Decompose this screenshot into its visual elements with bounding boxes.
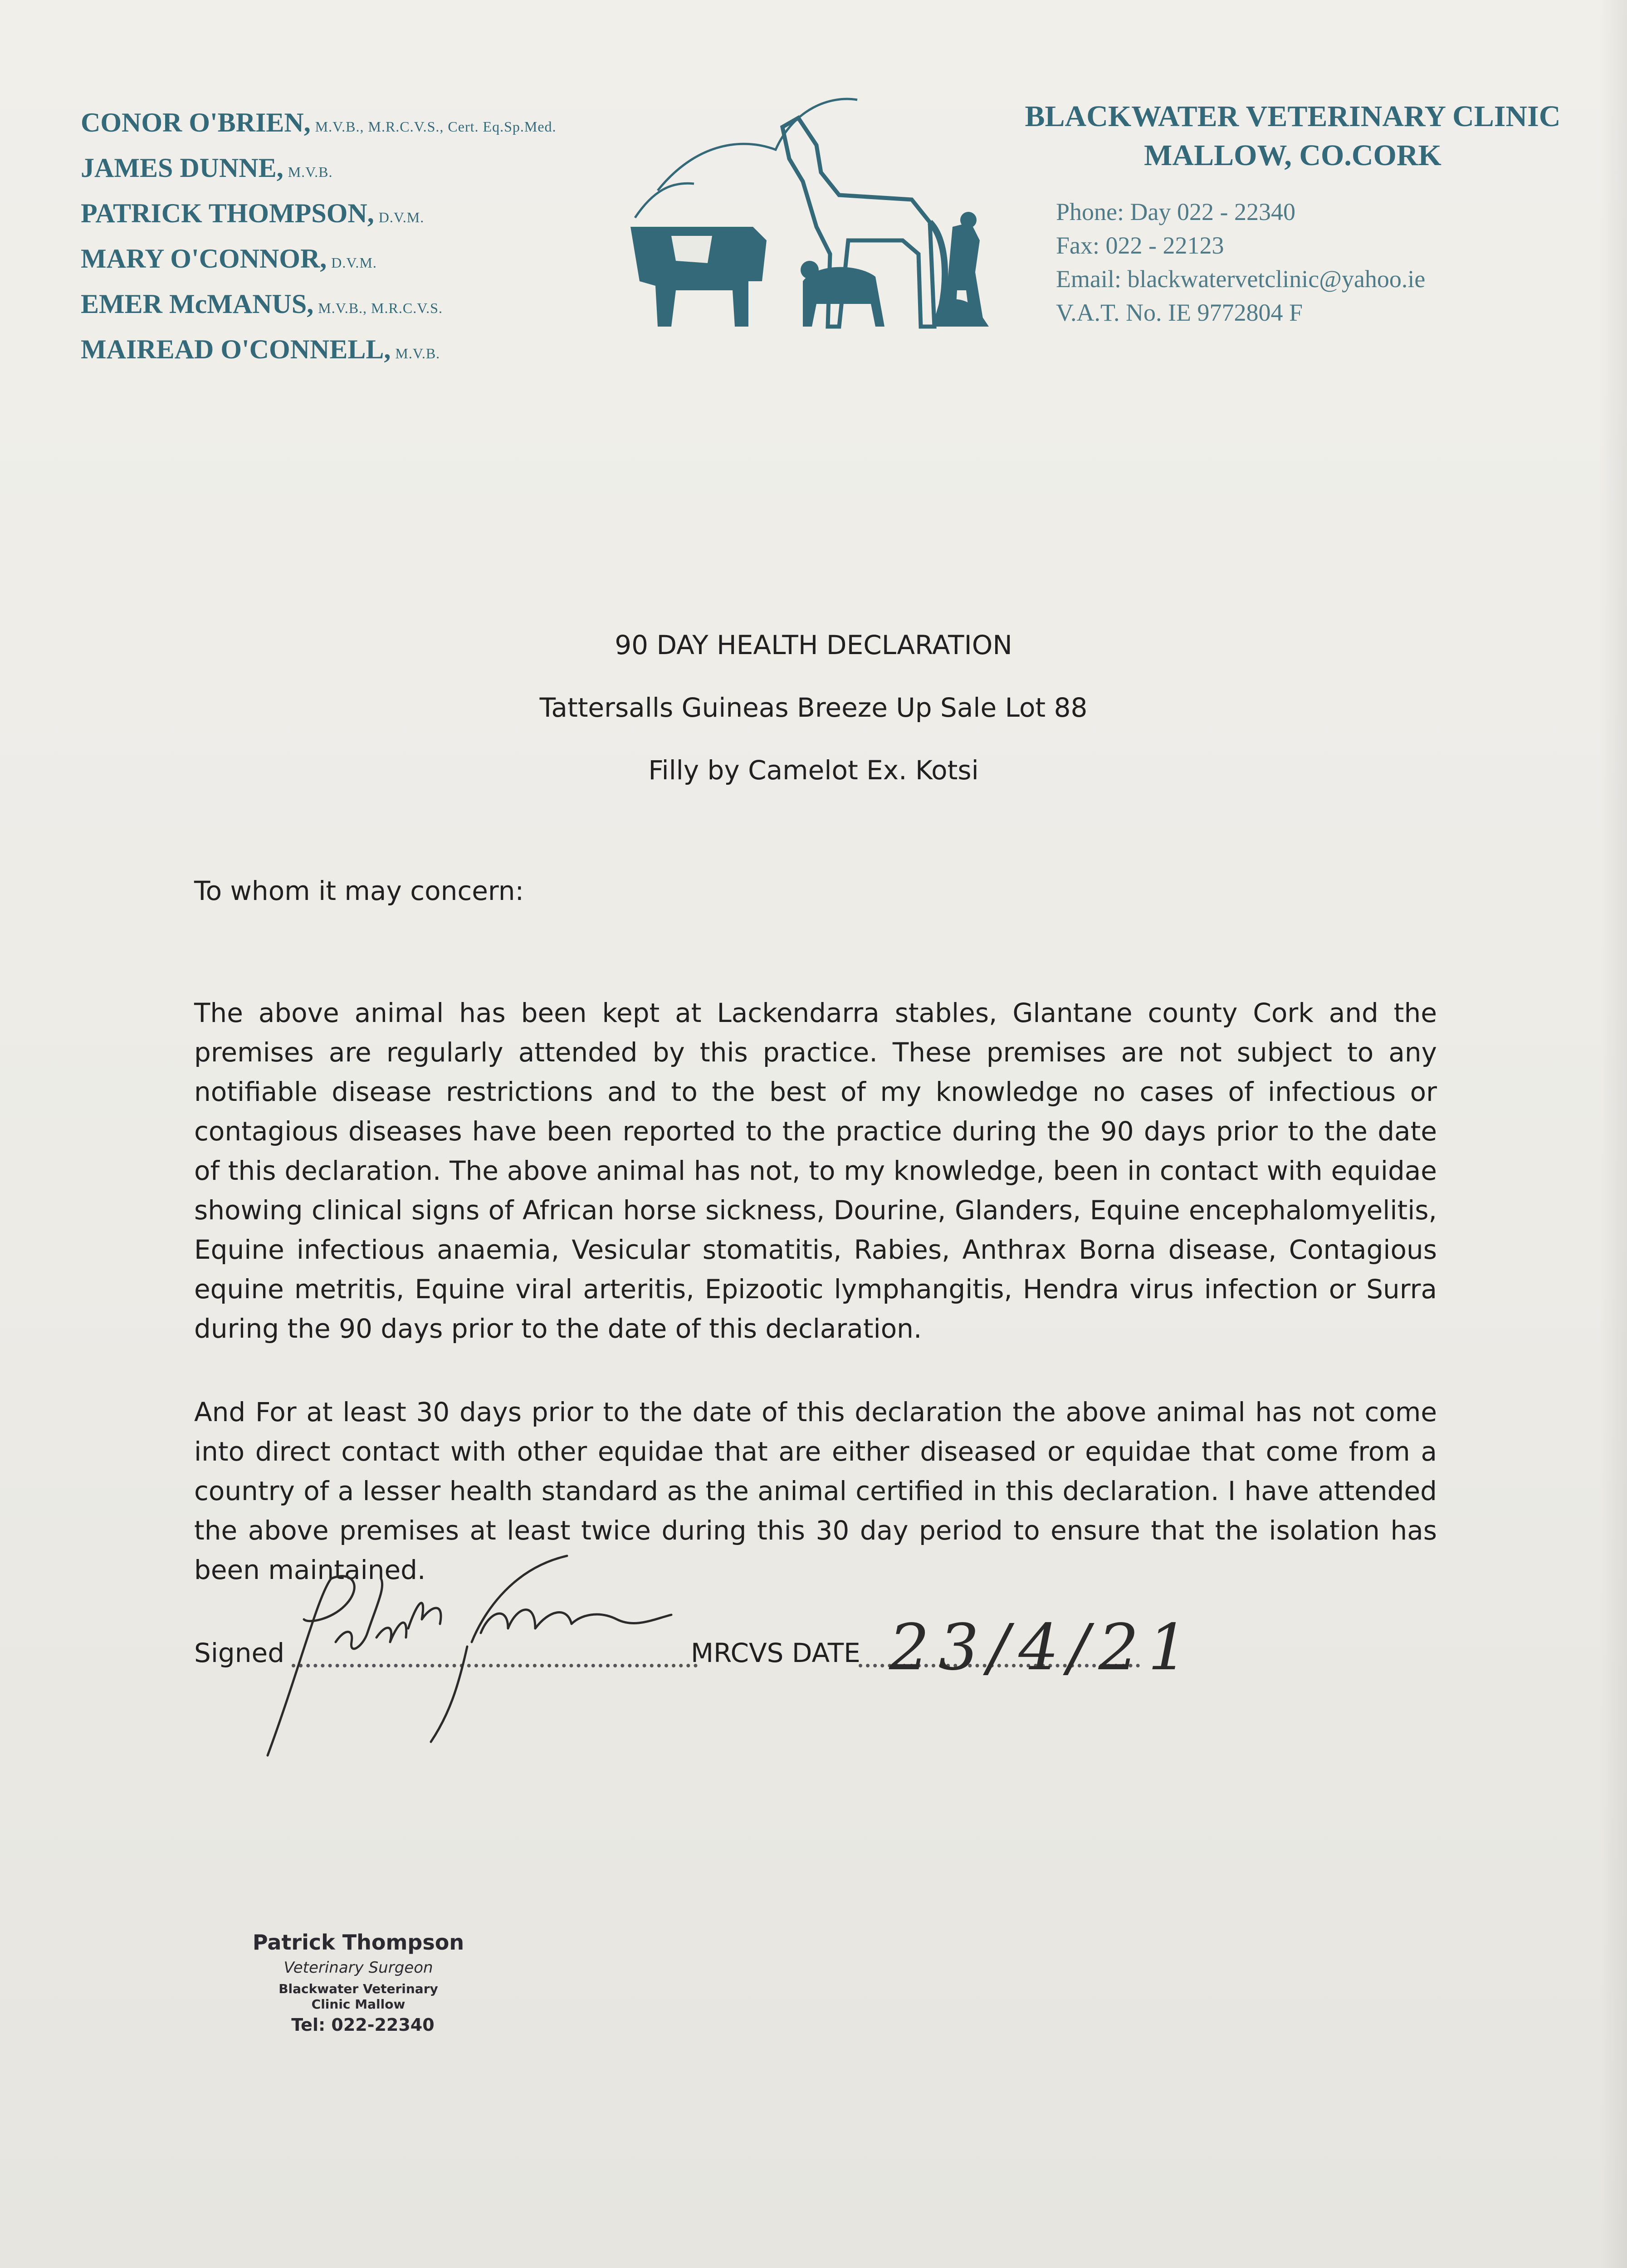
vets-list <box>81 100 661 372</box>
mrcvs-date-label: MRCVS DATE <box>691 1637 860 1668</box>
handwritten-date-text: 23/4/21 <box>889 1611 1197 1685</box>
handwritten-signature <box>254 1551 708 1769</box>
vet-entry <box>81 281 661 327</box>
animals-logo-icon <box>603 91 1011 345</box>
vet-name: MAIREAD O'CONNELL, <box>81 334 391 364</box>
stamp-clinic <box>245 1981 472 2012</box>
salutation: To whom it may concern: <box>194 875 524 906</box>
vet-qualifications: D.V.M. <box>331 254 377 271</box>
clinic-location: MALLOW, CO.CORK <box>1144 139 1441 172</box>
vet-entry <box>81 327 661 372</box>
clinic-info <box>998 97 1588 329</box>
vet-entry <box>81 100 661 145</box>
vet-name: PATRICK THOMPSON, <box>81 198 374 228</box>
vet-qualifications: M.V.B., M.R.C.V.S., Cert. Eq.Sp.Med. <box>315 118 557 135</box>
clinic-vat: V.A.T. No. IE 9772804 F <box>1056 299 1303 326</box>
vet-name: JAMES DUNNE, <box>81 153 283 183</box>
vet-name: EMER McMANUS, <box>81 289 314 319</box>
animal-line: Filly by Camelot Ex. Kotsi <box>648 755 979 786</box>
handwritten-date <box>862 1592 1197 1724</box>
declaration-paragraph-1: The above animal has been kept at Lackendarra stables, Glantane county Cork and the premises are regularly attended by this practice. These premises are not subject to any notifiable disease restrictions and to the best of my knowledge no cases of infectious or contagious diseases have been reported to the practice during the 90 days prior to the date of this declaration. The above animal has not, to my knowledge, been in contact with equidae showing clinical signs of African horse sickness, Dourine, Glanders, Equine encephalomyelitis, Equine infectious anaemia, Vesicular stomatitis, Rabies, Anthrax Borna disease, Contagious equine metritis, Equine viral arteritis, Epizootic lymphangitis, Hendra virus infection or Surra during the 90 days prior to the date of this declaration. <box>194 997 1437 1344</box>
stamp-clinic-line-2: Clinic Mallow <box>311 1997 406 2012</box>
vet-name: MARY O'CONNOR, <box>81 244 327 274</box>
vet-entry <box>81 145 661 191</box>
declaration-paragraph-2: And For at least 30 days prior to the date of this declaration the above animal has not come into direct contact with other equidae that are either diseased or equidae that come from a country of a lesser health standard as the animal certified in this declaration. I have attended the above premises at least twice during this 30 day period to ensure that the isolation has been maintained. <box>194 1397 1437 1585</box>
clinic-email: Email: blackwatervetclinic@yahoo.ie <box>1056 265 1426 293</box>
stamp-name: Patrick Thompson <box>252 1930 464 1955</box>
clinic-name: BLACKWATER VETERINARY CLINIC <box>1025 100 1561 133</box>
vet-entry <box>81 191 661 236</box>
vet-qualifications: M.V.B. <box>395 345 440 362</box>
vet-qualifications: D.V.M. <box>378 209 425 225</box>
stamp-telephone: Tel: 022-22340 <box>291 2015 435 2035</box>
sale-line: Tattersalls Guineas Breeze Up Sale Lot 88 <box>539 692 1088 723</box>
clinic-fax: Fax: 022 - 22123 <box>1056 232 1224 259</box>
clinic-phone: Phone: Day 022 - 22340 <box>1056 198 1295 225</box>
signed-label: Signed <box>194 1637 285 1668</box>
vet-qualifications: M.V.B. <box>288 164 333 180</box>
vet-entry <box>81 236 661 281</box>
stamp-title: Veterinary Surgeon <box>283 1959 433 1977</box>
document-title: 90 DAY HEALTH DECLARATION <box>615 630 1012 660</box>
vet-qualifications: M.V.B., M.R.C.V.S. <box>318 300 443 316</box>
stamp-clinic-line-1: Blackwater Veterinary <box>278 1981 438 1996</box>
vet-name: CONOR O'BRIEN, <box>81 108 311 137</box>
veterinary-stamp <box>236 1887 490 2050</box>
